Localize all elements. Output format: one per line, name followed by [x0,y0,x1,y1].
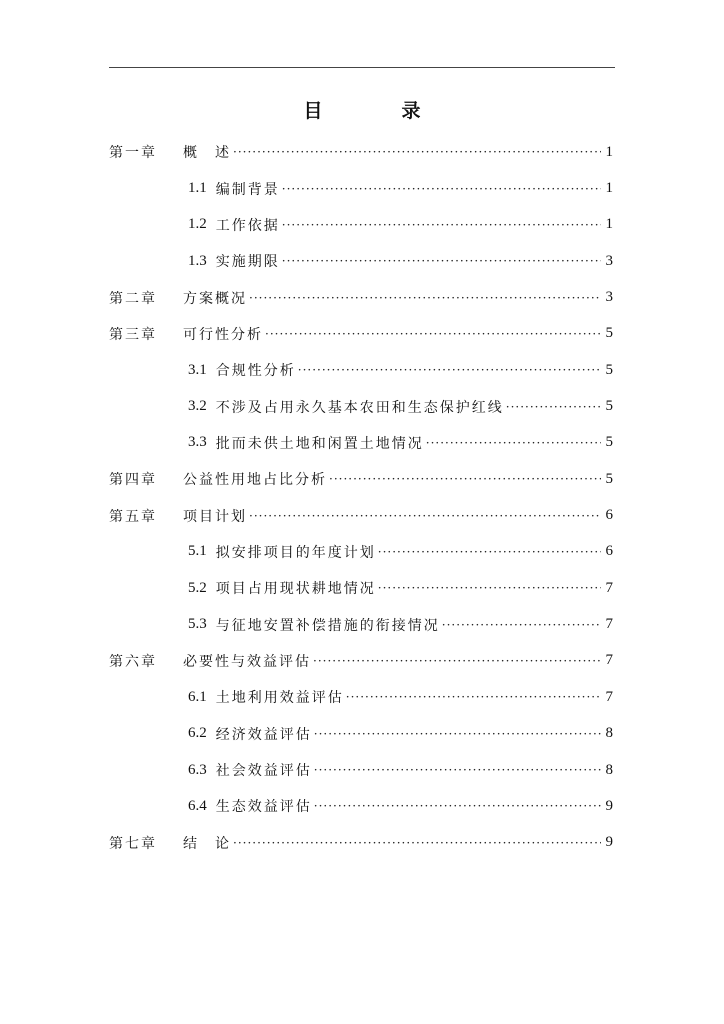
page-number: 9 [605,834,613,851]
dot-leader [282,254,601,268]
chapter-label: 第二章 [109,290,157,307]
entry-title: 编制背景 [215,181,280,198]
page-number: 7 [605,652,613,669]
entry-title: 公益性用地占比分析 [183,472,327,489]
entry-title: 方案概况 [183,290,247,307]
dot-leader [282,218,601,232]
table-of-contents [109,134,613,861]
entry-title: 合规性分析 [215,363,296,380]
page-number: 9 [605,797,613,814]
chapter-label: 第一章 [109,145,157,162]
entry-title: 生态效益评估 [215,799,312,816]
toc-entry-section[interactable] [109,570,613,606]
toc-entry-section[interactable] [109,788,613,824]
toc-entry-section[interactable] [109,716,613,752]
page-number: 3 [605,252,613,269]
dot-leader [314,763,601,777]
entry-title: 实施期限 [215,254,280,271]
toc-entry-section[interactable] [109,388,613,424]
toc-entry-chapter-7[interactable] [109,825,613,861]
toc-entry-section[interactable] [109,679,613,715]
dot-leader [282,182,601,196]
dot-leader [314,727,601,741]
entry-title: 不涉及占用永久基本农田和生态保护红线 [215,399,504,416]
section-number: 1.2 [188,216,207,233]
toc-entry-chapter-2[interactable] [109,279,613,315]
page-number: 8 [605,725,613,742]
toc-entry-chapter-4[interactable] [109,461,613,497]
chapter-label: 第七章 [109,835,157,852]
entry-title: 项目占用现状耕地情况 [215,581,376,598]
page-number: 8 [605,761,613,778]
page-number: 7 [605,688,613,705]
toc-entry-chapter-1[interactable] [109,134,613,170]
toc-entry-chapter-3[interactable] [109,316,613,352]
dot-leader [506,400,601,414]
dot-leader [314,799,601,813]
dot-leader [233,836,601,850]
dot-leader [298,363,601,377]
entry-title: 社会效益评估 [215,763,312,780]
dot-leader [249,291,601,305]
dot-leader [378,581,601,595]
page-number: 6 [605,507,613,524]
page-number: 5 [605,361,613,378]
section-number: 1.1 [188,180,207,197]
page-number: 5 [605,325,613,342]
section-number: 5.3 [188,616,207,633]
dot-leader [426,436,601,450]
toc-entry-section[interactable] [109,243,613,279]
toc-entry-section[interactable] [109,170,613,206]
chapter-label: 第五章 [109,508,157,525]
page-number: 7 [605,616,613,633]
entry-title: 与征地安置补偿措施的衔接情况 [215,617,440,634]
entry-title: 可行性分析 [183,326,263,343]
entry-title: 概 述 [183,145,231,162]
entry-title: 项目计划 [183,508,247,525]
chapter-label: 第三章 [109,326,157,343]
entry-title: 必要性与效益评估 [183,653,311,670]
page-number: 1 [605,216,613,233]
dot-leader [329,472,601,486]
section-number: 3.3 [188,434,207,451]
section-number: 3.2 [188,398,207,415]
page-number: 5 [605,470,613,487]
toc-entry-section[interactable] [109,752,613,788]
section-number: 6.3 [188,761,207,778]
dot-leader [346,690,601,704]
section-number: 3.1 [188,361,207,378]
entry-title: 拟安排项目的年度计划 [215,544,376,561]
entry-title: 工作依据 [215,217,280,234]
entry-title: 批而未供土地和闲置土地情况 [215,435,424,452]
toc-entry-chapter-6[interactable] [109,643,613,679]
entry-title: 土地利用效益评估 [215,690,344,707]
toc-entry-section[interactable] [109,425,613,461]
page-number: 7 [605,579,613,596]
entry-title: 经济效益评估 [215,726,312,743]
toc-entry-chapter-5[interactable] [109,497,613,533]
toc-title: 目 录 [303,100,451,122]
section-number: 5.2 [188,579,207,596]
chapter-label: 第四章 [109,472,157,489]
dot-leader [378,545,601,559]
page-number: 5 [605,398,613,415]
dot-leader [265,327,601,341]
toc-entry-section[interactable] [109,207,613,243]
page-number: 3 [605,289,613,306]
toc-entry-section[interactable] [109,606,613,642]
dot-leader [442,618,601,632]
dot-leader [233,145,601,159]
header-rule [109,67,615,68]
entry-title: 结 论 [183,835,231,852]
chapter-label: 第六章 [109,653,157,670]
dot-leader [313,654,601,668]
section-number: 6.4 [188,797,207,814]
page-number: 1 [605,180,613,197]
toc-entry-section[interactable] [109,352,613,388]
section-number: 6.1 [188,688,207,705]
dot-leader [249,509,601,523]
page-number: 6 [605,543,613,560]
page-number: 5 [605,434,613,451]
section-number: 1.3 [188,252,207,269]
section-number: 5.1 [188,543,207,560]
page-number: 1 [605,143,613,160]
section-number: 6.2 [188,725,207,742]
toc-entry-section[interactable] [109,534,613,570]
